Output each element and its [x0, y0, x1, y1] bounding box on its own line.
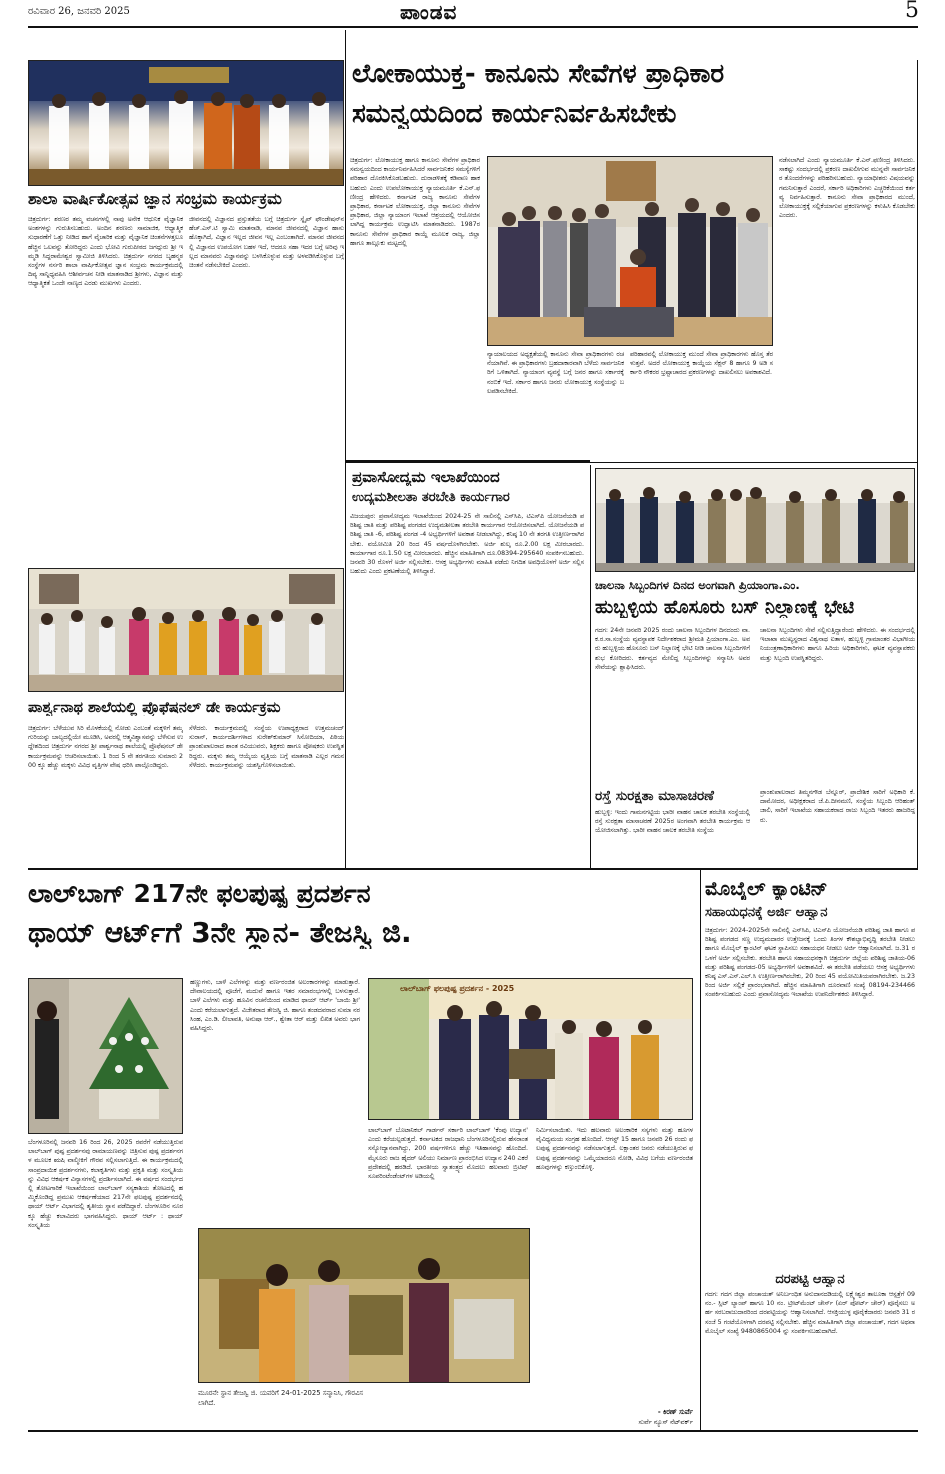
- tourism-headline-line2: ಉದ್ಯಮಶೀಲತಾ ತರಬೇತಿ ಕಾರ್ಯಗಾರ: [352, 490, 510, 505]
- school-anniversary-headline: ಶಾಲಾ ವಾರ್ಷಿಕೋತ್ಸವ ಜ್ಞಾನ ಸಂಭ್ರಮ ಕಾರ್ಯಕ್ರಮ: [28, 190, 282, 208]
- parshwanath-school-photo: [28, 568, 344, 692]
- lokayukta-body-col2: ನ್ಯಾಯಾಲಯದ ಅಧ್ಯಕ್ಷತೆಯಲ್ಲಿ ಕಾನೂನು ಸೇವಾ ಪ್ರಾಧಿಕಾರಗಳು ರಚನೆಯಾಗಿವೆ. ಈ ಪ್ರಾಧಿಕಾರಗಳು ಬ್ರಹದಾಕಾರವಾಗಿ ಬೆಳೆದು ಸಾರ್ವಜನಿಕರಿಗೆ ಒಳಿತಾಗಿದೆ. ನ್ಯಾಯಾಂಗ ವ್ಯವಸ್ಥೆ ಬಗ್ಗೆ ಜನರ ಹಾಗೂ ಸರ್ಕಾರಕ್ಕೆ ನಂಬಿಕೆ ಇದೆ. ಸರ್ಕಾರ ಹಾಗೂ ಜನರು ಲೋಕಾಯುಕ್ತ ಸಂಸ್ಥೆಯನ್ನು ಬಲಪಡಿಸಬೇಕಿದೆ.: [487, 351, 624, 395]
- mobile-canteen-body: ಚಿತ್ರದುರ್ಗ: 2024-2025ನೇ ಸಾಲಿನಲ್ಲಿ ಎಸ್‌ಸಿಪಿ, ಟಿಎಸ್‌ಪಿ ಯೋಜನೆಯಡಿ ಪರಿಶಿಷ್ಟ ಜಾತಿ ಹಾಗೂ ಪರಿಶಿಷ್ಟ ಪಂಗಡದ ಸಣ್ಣ ಉದ್ಯಮದಾರರ ಉತ್ತೇಜನಕ್ಕೆ ಒಂದು ತಿಂಗಳ ಕೌಶಲ್ಯಾಭಿವೃದ್ಧಿ ತರಬೇತಿ ನೀಡಲು ಹಾಗೂ ಮೊಬೈಲ್ ಕ್ಯಾಂಟಿನ್ ಘಟಕ ಸ್ಥಾಪಿಸಲು ಸಹಾಯಧನ ನೀಡಲು ಅರ್ಜಿ ಆಹ್ವಾನಿಸಲಾಗಿದೆ. ಜ.31 ರ ಒಳಗೆ ಅರ್ಜಿ ಸಲ್ಲಿಸಬೇಕು. ತರಬೇತಿ ಹಾಗೂ ಸಹಾಯಧನಕ್ಕಾಗಿ ಚಿತ್ರದುರ್ಗ ಜಿಲ್ಲೆಯ ಪರಿಶಿಷ್ಟ ಜಾತಿಯ-06 ಮತ್ತು ಪರಿಶಿಷ್ಟ ಪಂಗಡದ-05 ಅಭ್ಯರ್ಥಿಗಳಿಗೆ ಅವಕಾಶವಿದೆ. ಈ ತರಬೇತಿ ಪಡೆಯಲು ಆಸಕ್ತ ಅಭ್ಯರ್ಥಿಗಳು ಕನಿಷ್ಠ ಎಸ್.ಎಸ್.ಎಲ್.ಸಿ ಉತ್ತೀರ್ಣರಾಗಿರಬೇಕು, 20 ರಿಂದ 45 ವಯೋಮಿತಿಯವರಾಗಿರಬೇಕು. ಜ.23 ರಿಂದ ಅರ್ಜಿ ಸಲ್ಲಿಕೆ ಪ್ರಾರಂಭವಾಗಿದೆ. ಹೆಚ್ಚಿನ ಮಾಹಿತಿಗಾಗಿ ದೂರವಾಣಿ ಸಂಖ್ಯೆ 08194-234466 ಸಂಪರ್ಕಿಸಬಹುದು ಎಂದು ಪ್ರವಾಸೋದ್ಯಮ ಇಲಾಖೆಯ ಉಪನಿರ್ದೇಶಕರು ತಿಳಿಸಿದ್ದಾರೆ.: [705, 927, 915, 999]
- lalbagh-headline-line2: ಥಾಯ್ ಆರ್ಟ್‌ಗೆ 3ನೇ ಸ್ಥಾನ- ತೇಜಸ್ವಿ ಜಿ.: [28, 918, 412, 949]
- lalbagh-body-col1: ಬೆಂಗಳೂರಿನಲ್ಲಿ ಜನವರಿ 16 ರಿಂದ 26, 2025 ರವರೆಗೆ ನಡೆಯುತ್ತಿರುವ ಲಾಲ್‌ಬಾಗ್ ಪುಷ್ಪ ಪ್ರದರ್ಶನವು ರಾಮಾಯಣವನ್ನು ಚಿತ್ರಿಸುವ ಪುಷ್ಪ ಪ್ರದರ್ಶನಗಳ ಮೂಲಕ ಋಷಿ ವಾಲ್ಮೀಕಿಗೆ ಗೌರವ ಸಲ್ಲಿಸಲಾಗುತ್ತಿದೆ. ಈ ಕಾರ್ಯಕ್ರಮದಲ್ಲಿ ಸಾಂಪ್ರದಾಯಿಕ ಪ್ರದರ್ಶನಗಳು, ಕಲಾಕೃತಿಗಳು ಮತ್ತು ಪ್ರಕೃತಿ ಮತ್ತು ಸಂಸ್ಕೃತಿಯನ್ನು ವಿವಿಧ ಆಕರ್ಷಕ ವಿನ್ಯಾಸಗಳಲ್ಲಿ ಪ್ರದರ್ಶಿಸಲಾಗಿದೆ. ಈ ವರ್ಷದ ಸಂದರ್ಭದಲ್ಲಿ ತೋಟಗಾರಿಕೆ ಇಲಾಖೆಯಿಂದ ಲಾಲ್‌ಬಾಗ್ ಸಸ್ಯಕಾಶಿಯ ತೋಟದಲ್ಲಿ ಹಮ್ಮಿಕೊಂಡಿದ್ದ ಪ್ರಮುಖ ಆಕರ್ಷಣೆಯಾದ 217ನೇ ಫಲಪುಷ್ಪ ಪ್ರದರ್ಶನದಲ್ಲಿ ಥಾಯ್ ಆರ್ಟ್ ವಿಭಾಗದಲ್ಲಿ ತೃತೀಯ ಸ್ಥಾನ ಪಡೆದಿದ್ದಾರೆ. ಬೆಂಗಳೂರಿನ ನೂರಕ್ಕೂ ಹೆಚ್ಚು ಕಲಾವಿದರು ಭಾಗವಹಿಸಿದ್ದರು. ಥಾಯ್ ಆರ್ಟ್ : ಥಾಯ್ ಸಂಸ್ಕೃತಿಯ: [28, 1139, 183, 1229]
- bus-station-body-col1: ಗದಗ: 24ನೇ ಜನವರಿ 2025 ರಂದು ಚಾಲನಾ ಸಿಬ್ಬಂದಿಗಳ ದಿನದಂದು ವಾ.ಕ.ರ.ಸಾ.ಸಂಸ್ಥೆಯ ವ್ಯವಸ್ಥಾಪಕ ನಿರ್ದೇಶಕರಾದ ಶ್ರೀಮತಿ ಪ್ರಿಯಾಂಗಾ.ಎಂ. ಅವರು ಹುಬ್ಬಳ್ಳಿಯ ಹೊಸೂರು ಬಸ್ ನಿಲ್ದಾಣಕ್ಕೆ ಭೇಟಿ ನೀಡಿ ಚಾಲನಾ ಸಿಬ್ಬಂದಿಗಳಿಗೆ ಶುಭ ಕೋರಿದರು. ಕರ್ತವ್ಯದ ಮೇಲಿದ್ದ ಸಿಬ್ಬಂದಿಗಳನ್ನು ಸನ್ಮಾನಿಸಿ ಅವರ ಸೇವೆಯನ್ನು ಶ್ಲಾಘಿಸಿದರು.: [595, 627, 750, 671]
- lalbagh-body-col3: ಲಾಲ್‌ಬಾಗ್ ಬೊಟಾನಿಕಲ್ ಗಾರ್ಡನ್ ಸರ್ಕಾರಿ ಲಾಲ್‌ಬಾಗ್ 'ಕೆಂಪು ಉದ್ಯಾನ' ಎಂದು ಕರೆಯಲ್ಪಡುತ್ತದೆ. ಕರ್ನಾಟಕದ ರಾಜಧಾನಿ ಬೆಂಗಳೂರಿನಲ್ಲಿರುವ ಹೆಸರಾಂತ ಸಸ್ಯೋದ್ಯಾನವಾಗಿದ್ದು, 200 ವರ್ಷಗಳಿಗೂ ಹೆಚ್ಚು ಇತಿಹಾಸವನ್ನು ಹೊಂದಿದೆ. ಮೈಸೂರು ರಾಜ ಹೈದರ್ ಅಲಿಯು ನಿರ್ಮಾಣ ಪ್ರಾರಂಭಿಸಿದ ಉದ್ಯಾನ 240 ಎಕರೆ ಪ್ರದೇಶದಲ್ಲಿ ಹರಡಿದೆ. ಭಾರತೀಯ ಸ್ವಾತಂತ್ರ್ಯದ ಮೊದಲು ಹಲವಾರು ಬ್ರಿಟಿಷ್ ಸೂಪರಿಂಟೆಂಡೆಂಟ್‌ಗಳ ಅಡಿಯಲ್ಲಿ: [368, 1127, 528, 1181]
- byline-name: - ಕಿರಣ್ ಸುರ್ವೆ: [657, 1408, 693, 1416]
- bus-station-caption: ಚಾಲನಾ ಸಿಬ್ಬಂದಿಗಳ ದಿನದ ಅಂಗವಾಗಿ ಪ್ರಿಯಾಂಗಾ.ಎಂ.: [595, 578, 800, 592]
- tourism-headline-line1: ಪ್ರವಾಸೋದ್ಯಮ ಇಲಾಖೆಯಿಂದ: [352, 468, 500, 486]
- lalbagh-banner-text: ಲಾಲ್‌ಬಾಗ್ ಫಲಪುಷ್ಪ ಪ್ರದರ್ಶನ - 2025: [400, 984, 515, 993]
- page-border-right: [917, 60, 918, 868]
- tourism-body: ವಿಜಯಪುರ: ಪ್ರವಾಸೋದ್ಯಮ ಇಲಾಖೆಯಿಂದ 2024-25 ನೇ ಸಾಲಿನಲ್ಲಿ ಎಸ್‌ಸಿಪಿ, ಟಿಎಸ್‌ಪಿ ಯೋಜನೆಯಡಿ ಪರಿಶಿಷ್ಟ ಜಾತಿ ಮತ್ತು ಪರಿಶಿಷ್ಟ ಪಂಗಡದ ಉದ್ಯಮಶೀಲತಾ ತರಬೇತಿ ಕಾರ್ಯಗಾರ ಆಯೋಜಿಸಲಾಗಿದೆ. ಯೋಜನೆಯಡಿ ಪರಿಶಿಷ್ಟ ಜಾತಿ -6, ಪರಿಶಿಷ್ಟ ಪಂಗಡ -4 ಅಭ್ಯರ್ಥಿಗಳಿಗೆ ಅವಕಾಶ ನೀಡಲಾಗಿದ್ದು, ಕನಿಷ್ಠ 10 ನೇ ತರಗತಿ ಉತ್ತೀರ್ಣರಾಗಿರಬೇಕು. ವಯೋಮಿತಿ 20 ರಿಂದ 45 ವರ್ಷದೊಳಗಿರಬೇಕು. ಅರ್ಜಿ ಶುಲ್ಕ ರೂ.2.00 ಲಕ್ಷ ಮೀರಬಾರದು. ಕಾರ್ಯಾಗಾರ ರೂ.1.50 ಲಕ್ಷ ಮೀರಬಾರದು. ಹೆಚ್ಚಿನ ಮಾಹಿತಿಗಾಗಿ ದೂ.08394-295640 ಸಂಪರ್ಕಿಸಬಹುದು. ಜನವರಿ 30 ರೊಳಗೆ ಅರ್ಜಿ ಸಲ್ಲಿಸಬೇಕು. ಆಸಕ್ತ ಅಭ್ಯರ್ಥಿಗಳು ಮಾಹಿತಿ ಪಡೆದು ನಿಗದಿತ ಅವಧಿಯೊಳಗೆ ಅರ್ಜಿ ಸಲ್ಲಿಸಬಹುದು ಎಂದು ಪ್ರಕಟಣೆಯಲ್ಲಿ ತಿಳಿಸಿದ್ದಾರೆ.: [350, 513, 584, 576]
- issue-date: ರವಿವಾರ 26, ಜನವರಿ 2025: [28, 6, 130, 17]
- thai-art-photo: [28, 978, 183, 1134]
- byline-org: ಸುರ್ವೆ ನ್ಯೂಸ್ ನೆಟ್‌ವರ್ಕ್: [638, 1418, 693, 1426]
- mobile-canteen-headline-line1: ಮೊಬೈಲ್ ಕ್ಯಾಂಟಿನ್: [705, 878, 828, 900]
- section-divider: [28, 868, 918, 870]
- parshwanath-headline: ಪಾರ್ಶ್ವನಾಥ ಶಾಲೆಯಲ್ಲಿ ಪ್ರೊಫೆಷನಲ್ ಡೇ ಕಾರ್ಯಕ್ರಮ: [28, 700, 281, 716]
- header-rule: [28, 26, 918, 28]
- lokayukta-photo: [487, 156, 773, 346]
- school-anniversary-body-col1: ಚಿತ್ರದುರ್ಗ: ಶರಣರ ತಮ್ಮ ವಚನಗಳಲ್ಲಿ ನಾವು ಅನೇಕ ಆಧುನಿಕ ವೈಜ್ಞಾನಿಕ ಅಂಶಗಳನ್ನು ಗುರುತಿಸಬಹುದು. ಅಂದಿನ ಶರಣರು ಸಾಮಾಜಿಕ, ಆಧ್ಯಾತ್ಮಿಕ ಸುಧಾರಣೆಗೆ ಒತ್ತು ನೀಡಿದ ಹಾಗೆ ವೈಚಾರಿಕ ಮತ್ತು ವೈಜ್ಞಾನಿಕ ಚಿಂತನೆಗಳತ್ತಲೂ ಹೆಚ್ಚಿನ ಒಲವನ್ನು ತೋರಿದ್ದರು ಎಂದು ಭೋವಿ ಗುರುಪೀಠದ ಜಗದ್ಗುರು ಶ್ರೀ ಇಮ್ಮಡಿ ಸಿದ್ದರಾಮೇಶ್ವರ ಸ್ವಾಮೀಜಿ ತಿಳಿಸಿದರು. ಚಿತ್ರದುರ್ಗ ನಗರದ ಬೃಹನ್ಮಠ ಸಂಸ್ಥೆಗಳ ನರ್ಸರಿ ಶಾಲಾ ವಾರ್ಷಿಕೋತ್ಸವ ಜ್ಞಾನ ಸಂಭ್ರಮ ಕಾರ್ಯಕ್ರಮದಲ್ಲಿ ದಿವ್ಯ ಸಾನ್ನಿಧ್ಯವಹಿಸಿ ಆಶೀರ್ವಚನ ನೀಡಿ ಮಾತನಾಡಿದ ಶ್ರೀಗಳು, ವಿಜ್ಞಾನ ಮತ್ತು ಆಧ್ಯಾತ್ಮಿಕತೆ ಒಂದೇ ನಾಣ್ಯದ ಎರಡು ಮುಖಗಳು ಎಂದರು.: [28, 216, 183, 288]
- road-safety-body-col2: ಪ್ರಾಂಶುಪಾಲರಾದ ತಿಮ್ಮನಗೌಡ ಬೆನ್ನೂರ್, ಪ್ರಾದೇಶಿಕ ಸಾರಿಗೆ ಅಧಿಕಾರಿ ಕೆ. ದಾಮೋದರ, ಅಧೀಕ್ಷಕರಾದ ಜೆ.ಪಿ.ದೀನಮಣಿ, ಸಂಸ್ಥೆಯ ಸಿಬ್ಬಂದಿ ಆರಿಹಂತ್ ಜಾಲಿ, ಸಾರಿಗೆ ಇಲಾಖೆಯ ಸಹಾಯಕರಾದ ರಾಜು ಸಿಬ್ಬಂದಿ ಇತರರು ಹಾಜರಿದ್ದರು.: [760, 789, 915, 824]
- bus-station-photo: [595, 468, 915, 572]
- column-divider: [590, 465, 591, 870]
- lokayukta-body-col1: ಚಿತ್ರದುರ್ಗ: ಲೋಕಾಯುಕ್ತ ಹಾಗೂ ಕಾನೂನು ಸೇವೆಗಳ ಪ್ರಾಧಿಕಾರ ಸಮನ್ವಯದಿಂದ ಕಾರ್ಯನಿರ್ವಹಿಸಿದರೆ ಸಾರ್ವಜನಿಕರ ಸಮಸ್ಯೆಗಳಿಗೆ ಪರಿಹಾರ ದೊರಕಿಸಿಕೊಡಬಹುದು. ದುರಾಡಳಿತಕ್ಕೆ ಕಡಿವಾಣ ಹಾಕಬಹುದು ಎಂದು ಉಪಲೋಕಾಯುಕ್ತ ನ್ಯಾಯಮೂರ್ತಿ ಕೆ.ಎನ್.ಫಣೀಂದ್ರ ಹೇಳಿದರು. ಕರ್ನಾಟಕ ರಾಜ್ಯ ಕಾನೂನು ಸೇವೆಗಳ ಪ್ರಾಧಿಕಾರ, ಕರ್ನಾಟಕ ಲೋಕಾಯುಕ್ತ, ಜಿಲ್ಲಾ ಕಾನೂನು ಸೇವೆಗಳ ಪ್ರಾಧಿಕಾರ, ಜಿಲ್ಲಾ ನ್ಯಾಯಾಂಗ ಇಲಾಖೆ ಆಶ್ರಯದಲ್ಲಿ ಆಯೋಜಿಸಲಾಗಿದ್ದ ಕಾರ್ಯಕ್ರಮ ಉದ್ಘಾಟಿಸಿ ಮಾತನಾಡಿದರು. 1987ರ ಕಾನೂನು ಸೇವೆಗಳ ಪ್ರಾಧಿಕಾರ ಕಾಯ್ದೆ ಮೂಲಕ ರಾಜ್ಯ, ಜಿಲ್ಲಾ ಹಾಗೂ ತಾಲ್ಲೂಕು ಮಟ್ಟದಲ್ಲಿ: [350, 157, 480, 247]
- lalbagh-award-photo: [368, 978, 693, 1120]
- road-safety-headline: ರಸ್ತೆ ಸುರಕ್ಷತಾ ಮಾಸಾಚರಣೆ: [595, 788, 714, 804]
- bus-station-headline: ಹುಬ್ಬಳ್ಳಿಯ ಹೊಸೂರು ಬಸ್ ನಿಲ್ದಾಣಕ್ಕೆ ಭೇಟಿ: [595, 598, 855, 618]
- lokayukta-headline-line1: ಲೋಕಾಯುಕ್ತ- ಕಾನೂನು ಸೇವೆಗಳ ಪ್ರಾಧಿಕಾರ: [352, 60, 725, 89]
- parshwanath-body-col1: ಚಿತ್ರದುರ್ಗ: ಬೆಳೆಯುವ ಸಿರಿ ಮೊಳಕೆಯಲ್ಲಿ ನೋಡು ಎಂಬಂತೆ ಮಕ್ಕಳಿಗೆ ತಮ್ಮ ಗುರಿಯನ್ನು ಬಾಲ್ಯದಲ್ಲಿಯೇ ಮೂಡಿಸಿ, ಅವರಲ್ಲಿ ಆತ್ಮವಿಶ್ವಾಸವನ್ನು ಬೆಳೆಸುವ ಉದ್ದೇಶದಿಂದ ಚಿತ್ರದುರ್ಗ ನಗರದ ಶ್ರೀ ಪಾರ್ಶ್ವನಾಥ ಶಾಲೆಯಲ್ಲಿ ಪ್ರೊಫೆಷನಲ್ ಡೇ ಕಾರ್ಯಕ್ರಮವನ್ನು ಆಚರಿಸಲಾಯಿತು. 1 ರಿಂದ 5 ನೇ ತರಗತಿಯ ಸುಮಾರು 200 ಕ್ಕೂ ಹೆಚ್ಚು ಮಕ್ಕಳು ವಿವಿಧ ವೃತ್ತಿಗಳ ವೇಷ ಧರಿಸಿ ಪಾಲ್ಗೊಂಡಿದ್ದರು.: [28, 725, 183, 769]
- school-anniversary-body-col2: ಜೀವನದಲ್ಲಿ ವಿಜ್ಞಾನದ ಪ್ರಸ್ತುತತೆಯ ಬಗ್ಗೆ ಚಿತ್ರದುರ್ಗ ಸ್ನೈಪ್ ಫೌಂಡೇಷನ್‌ನ ಹೆಚ್.ಎಸ್.ಟಿ ಸ್ವಾಮಿ ಮಾತನಾಡಿ, ಮಾನವ ಜೀವನದಲ್ಲಿ ವಿಜ್ಞಾನ ಹಾಸು ಹೊಕ್ಕಾಗಿದೆ, ವಿಜ್ಞಾನ ಇಲ್ಲದ ಜೀವನ ಇಲ್ಲ ಎಂಬಂತಾಗಿದೆ. ಮಾನವ ಜೀವನದಲ್ಲಿ ವಿಜ್ಞಾನದ ಉಪಯೋಗ ಬಹಳ ಇದೆ, ಆದರೂ ಸಹಾ ಇದರ ಬಗ್ಗೆ ಅರಿವು ಇಲ್ಲದ ಮಾನವರು ವಿಜ್ಞಾನವನ್ನು ಬಳಸಿಕೊಳ್ಳುವ ಮತ್ತು ಅಳವಡಿಸಿಕೊಳ್ಳುವ ಬಗ್ಗೆ ಚಿಂತನೆ ನಡೆಸಬೇಕಿದೆ ಎಂದರು.: [189, 216, 344, 270]
- lalbagh-headline-line1: ಲಾಲ್‌ಬಾಗ್ 217ನೇ ಫಲಪುಷ್ಪ ಪ್ರದರ್ಶನ: [28, 880, 371, 908]
- lokayukta-headline-line2: ಸಮನ್ವಯದಿಂದ ಕಾರ್ಯನಿರ್ವಹಿಸಬೇಕು: [352, 100, 677, 129]
- road-safety-body-col1: ಹುಬ್ಬಳ್ಳಿ: ಇಂದು ಗಾಮನಗಟ್ಟಿಯ ಭಾರೀ ವಾಹನ ಚಾಲಕ ತರಬೇತಿ ಸಂಸ್ಥೆಯಲ್ಲಿ ರಸ್ತೆ ಸುರಕ್ಷತಾ ಮಾಸಾಚರಣೆ 2025ರ ಅಂಗವಾಗಿ ತರಬೇತಿ ಕಾರ್ಯಕ್ರಮ ಆಯೋಜಿಸಲಾಗಿತ್ತು. ಭಾರೀ ವಾಹನ ಚಾಲಕ ತರಬೇತಿ ಸಂಸ್ಥೆಯ: [595, 809, 750, 835]
- column-divider: [345, 30, 346, 870]
- lalbagh-body-col4: ನಿರ್ಮಿಸಲಾಯಿತು. ಇದು ಹಲವಾರು ಅಲಂಕಾರಿಕ ಸಸ್ಯಗಳು ಮತ್ತು ಹೂಗಳ ವೈವಿಧ್ಯಮಯ ಸಂಗ್ರಹ ಹೊಂದಿದೆ. ಆಗಸ್ಟ್ 15 ಹಾಗೂ ಜನವರಿ 26 ರಂದು ಫಲಪುಷ್ಪ ಪ್ರದರ್ಶನವನ್ನು ನಡೆಸಲಾಗುತ್ತದೆ. ಲಕ್ಷಾಂತರ ಜನರು ನಡೆಯುತ್ತಿರುವ ಫಲಪುಷ್ಪ ಪ್ರದರ್ಶನವನ್ನು ಒಮ್ಮೆಯಾದರೂ ನೋಡಿ, ವಿವಿಧ ಬಗೆಯ ವರ್ಣರಂಜಿತ ಹೂವುಗಳನ್ನು ಕಣ್ತುಂಬಿಕೊಳ್ಳಿ.: [536, 1127, 693, 1171]
- page-bottom-rule: [28, 1430, 918, 1432]
- lokayukta-body-col4: ನಡೆಸಲಾಗಿದೆ ಎಂದು ನ್ಯಾಯಮೂರ್ತಿ ಕೆ.ಎನ್.ಫಣೀಂದ್ರ ತಿಳಿಸಿದರು. ಸಾಕಷ್ಟು ಸಂದರ್ಭದಲ್ಲಿ ಪ್ರಕರಣ ದಾಖಲೀಗುವ ಮುನ್ನವೇ ಸಾರ್ವಜನಿಕರ ತೊಂದರೆಗಳನ್ನು ಪರಿಹರಿಸಬಹುದು. ನ್ಯಾಯಾಧೀಶರು ವಿಷಯವನ್ನು ಗಮನಿಸುತ್ತಾರೆ ಎಂದರೆ, ಸರ್ಕಾರಿ ಅಧಿಕಾರಿಗಳು ಎಚ್ಚರಿಕೆಯಿಂದ ಕರ್ತವ್ಯ ನಿರ್ವಹಿಸುತ್ತಾರೆ. ಕಾನೂನು ಸೇವಾ ಪ್ರಾಧಿಕಾರದ ಮುಂದೆ, ಲೋಕಾಯುಕ್ತಕ್ಕೆ ಸಲ್ಲಿಕೆಯಾಗುವ ಪ್ರಕರಣಗಳನ್ನು ಕಳುಹಿಸಿ ಕೊಡಬೇಕು ಎಂದರು.: [779, 157, 915, 220]
- lokayukta-body-col3: ಪರಿಹಾರವಲ್ಲಿ ಲೋಕಾಯುಕ್ತ ಮುಂದೆ ಸೇವಾ ಪ್ರಾಧಿಕಾರಗಳು ಹೊಸ್ತ ತೆರಳುತ್ತವೆ. ಅದರೆ ಲೋಕಾಯುಕ್ತ ಕಾಯ್ದೆಯ ಸೆಕ್ಷನ್ 8 ಹಾಗೂ 9 ಅಡಿ ಸರ್ಕಾರಿ ನೌಕರರ ಭ್ರಷ್ಟಾಚಾರದ ಪ್ರಕರಣಗಳನ್ನು ದಾಖಲಿಸಲು ಅವಕಾಶವಿದೆ.: [630, 351, 773, 377]
- bus-station-body-col2: ಚಾಲನಾ ಸಿಬ್ಬಂದಿಗಳು ಸೇವೆ ಸಲ್ಲಿಸುತ್ತಿದ್ದಾರೆಂದು ಹೇಳಿದರು. ಈ ಸಂದರ್ಭದಲ್ಲಿ ಇಲಾಖಾ ಮುಖ್ಯಸ್ಥರಾದ ವಿಶ್ವನಾಥ ಐತಾಳ, ಹುಬ್ಬಳ್ಳಿ ಗ್ರಾಮಾಂತರ ವಿಭಾಗೀಯ ನಿಯಂತ್ರಣಾಧಿಕಾರಿಗಳು ಹಾಗೂ ಹಿರಿಯ ಅಧಿಕಾರಿಗಳು, ಘಟಕ ವ್ಯವಸ್ಥಾಪಕರು ಮತ್ತು ಸಿಬ್ಬಂದಿ ಉಪಸ್ಥಿತರಿದ್ದರು.: [760, 627, 915, 662]
- mobile-canteen-headline-line2: ಸಹಾಯಧನಕ್ಕೆ ಅರ್ಜಿ ಆಹ್ವಾನ: [705, 905, 828, 920]
- tender-headline: ದರಪಟ್ಟಿ ಆಹ್ವಾನ: [775, 1272, 845, 1287]
- school-anniversary-photo: [28, 60, 344, 186]
- lalbagh-body-col2: ಹಣ್ಣುಗಳು, ಬಾಳೆ ಎಲೆಗಳನ್ನು ಮತ್ತು ವರ್ಣರಂಜಿತ ಅಲಂಕಾರಗಳನ್ನು ಮಾಡುತ್ತಾರೆ. ದೇವಾಲಯದಲ್ಲಿ ಪೂಜೆಗೆ, ಮದುವೆ ಹಾಗೂ ಇತರ ಸಮಾರಂಭಗಳಲ್ಲಿ ಬಳಸುತ್ತಾರೆ. ಬಾಳೆ ಎಲೆಗಳು ಮತ್ತು ಹೂವಿನ ರಚನೆಯಿಂದ ಮಾಡಿದ ಥಾಯ್ ಆರ್ಟ್ 'ಬಾಯಿ ಶ್ರೀ' ಎಂದು ಕರೆಯಲಾಗುತ್ತದೆ. ವಿಜೇತರಾದ ತೇಜಸ್ವಿ ಜಿ. ಹಾಗೂ ತಂಡದವರಾದ ಸುಮಾ ನರಸಿಂಹ, ಎಂ.ಡಿ. ಲೀಲಾವತಿ, ಅನುಷಾ ಆರ್., ಶ್ವೇತಾ ಆರ್ ಮತ್ತು ಲಿಖಿತ ಅವರು ಭಾಗವಹಿಸಿದ್ದರು.: [190, 979, 360, 1033]
- section-divider: [345, 460, 590, 462]
- masthead: ಪಾಂಡವ: [400, 0, 458, 24]
- tender-body: ಗದಗ: ಗದಗ ಜಿಲ್ಲಾ ಪಂಚಾಯತ್ ಅನಿರ್ಬಂಧಿತ ಅನುದಾನದಡಿಯಲ್ಲಿ ಲಕ್ಷ್ಮೇಶ್ವರ ತಾಲೂಕಾ ಆಸ್ಪತ್ರೆಗೆ 09 ನಂ.- ಸ್ಲಿಟ್ ಲ್ಯಾಂಪ್ ಹಾಗೂ 10 ನಂ. ಟ್ರೀಟ್‌ಮೆಂಟ್ ಚೇರ್ಸ್ (ಏರ್ ಪೋರ್ಟ್ ಚೇರ್) ಪೂರೈಸಲು ಅರ್ಹ ಸರಬರಾಜುದಾರರಿಂದ ದರಪಟ್ಟಿಯನ್ನು ಆಹ್ವಾನಿಸಲಾಗಿದೆ. ಆಸಕ್ತಿಯುಳ್ಳ ಪೂರೈಕೆದಾರರು ಜನವರಿ 31 ರ ಸಂಜೆ 5 ಗಂಟೆಯೊಳಗಾಗಿ ದರಪಟ್ಟಿ ಸಲ್ಲಿಸಬೇಕು. ಹೆಚ್ಚಿನ ಮಾಹಿತಿಗಾಗಿ ಜಿಲ್ಲಾ ಪಂಚಾಯತ್, ಗದಗ ಅಥವಾ ಮೊಬೈಲ್ ಸಂಖ್ಯೆ 9480865004 ನ್ನು ಸಂಪರ್ಕಿಸಬಹುದಾಗಿದೆ.: [705, 1291, 915, 1335]
- lalbagh-photo-caption: ಮೂರನೇ ಸ್ಥಾನ ತೇಜಸ್ವಿ ಜಿ. ಯವರಿಗೆ 24-01-2025 ಸನ್ಮಾನಿಸಿ, ಗೌರವಿಸಲಾಗಿದೆ.: [198, 1389, 363, 1407]
- section-divider: [345, 462, 918, 463]
- page-number: 5: [905, 0, 919, 23]
- parshwanath-body-col2: ಸೆಳೆದರು. ಕಾರ್ಯಕ್ರಮದಲ್ಲಿ ಸಂಸ್ಥೆಯ ಉಪಾಧ್ಯಕ್ಷರಾದ ಉತ್ತಮಚಂದ್ ಸುರಾನ್, ಕಾರ್ಯದರ್ಶಿಗಳಾದ ಸುರೇಶ್‌ಕುಮಾರ್ ಸಿಸೋದಿಯಾ, ಪಿಠಿಯ ಪ್ರಾಂಶುಪಾಲರಾದ ಶಾಂತ ರವಿಯುವರು, ಶಿಕ್ಷಕರು ಹಾಗೂ ಪೋಷಕರು ಉಪಸ್ಥಿತರಿದ್ದರು. ಮಕ್ಕಳು ತಮ್ಮ ಆಯ್ಕೆಯ ವೃತ್ತಿಯ ಬಗ್ಗೆ ಮಾತನಾಡಿ ಎಲ್ಲರ ಗಮನ ಸೆಳೆದರು. ಕಾರ್ಯಕ್ರಮವನ್ನು ಯಶಸ್ವಿಗೊಳಿಸಲಾಯಿತು.: [189, 725, 344, 769]
- lalbagh-winners-photo: [198, 1228, 530, 1383]
- column-divider: [700, 870, 701, 1430]
